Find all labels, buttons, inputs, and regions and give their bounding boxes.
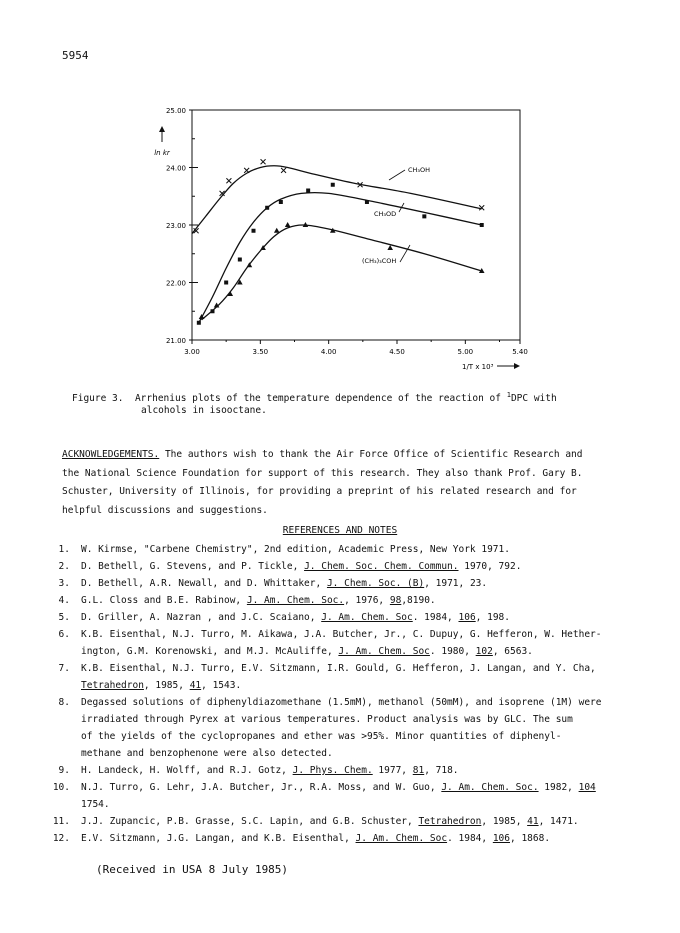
- reference-item: [40, 813, 601, 830]
- reference-journal: J. Am. Chem. Soc: [355, 833, 448, 844]
- reference-volume: 41: [527, 816, 539, 827]
- references-list: [40, 541, 601, 847]
- reference-item: [40, 609, 601, 626]
- reference-continuation: [40, 796, 601, 813]
- reference-note-line: of the yields of the cyclopropanes and ether was >95%. Minor quantities of diphenyl-: [81, 731, 562, 742]
- reference-authors: W. Kirmse, "Carbene Chemistry", 2nd edition, Academic Press, New York 1971.: [81, 544, 510, 555]
- series-curve-2: [202, 225, 482, 320]
- references-heading: REFERENCES AND NOTES: [282, 525, 398, 536]
- reference-year: 1977,: [372, 765, 413, 776]
- ack-heading: ACKNOWLEDGEMENTS.: [62, 449, 160, 460]
- reference-item: [40, 779, 601, 813]
- data-point-square: [331, 183, 335, 187]
- x-tick-label: 4.00: [320, 348, 337, 356]
- ack-line: Schuster, University of Illinois, for providing a preprint of his related research and for: [62, 486, 577, 498]
- data-point-square: [252, 229, 256, 233]
- data-point-cross: [261, 159, 266, 164]
- plot-frame: [192, 110, 520, 340]
- reference-journal: J. Chem. Soc. (B): [326, 578, 425, 589]
- reference-authors: J.J. Zupancic, P.B. Grasse, S.C. Lapin, and G.B. Schuster,: [81, 816, 419, 827]
- reference-authors: D. Bethell, A.R. Newall, and D. Whittaker,: [81, 578, 327, 589]
- reference-journal: Tetrahedron: [81, 680, 144, 691]
- reference-number: 5.: [58, 612, 70, 623]
- reference-volume: 41: [189, 680, 202, 691]
- ack-line: the National Science Foundation for support of this research. They also thank Prof. Gary B.: [62, 467, 583, 479]
- reference-authors: G.L. Closs and B.E. Rabinow,: [81, 595, 247, 606]
- acknowledgements: [62, 446, 622, 520]
- reference-journal: J. Phys. Chem.: [292, 765, 373, 776]
- data-point-square: [480, 223, 484, 227]
- reference-item: [40, 626, 601, 660]
- reference-authors: Degassed solutions of diphenyldiazomethane (1.5mM), methanol (50mM), and isoprene (1M) were: [81, 697, 602, 708]
- reference-pages: , 198.: [475, 612, 510, 623]
- reference-authors: K.B. Eisenthal, N.J. Turro, M. Aikawa, J.A. Butcher, Jr., C. Dupuy, G. Hefferon, W. Hether-: [81, 629, 602, 640]
- y-tick-label: 24.00: [165, 164, 186, 173]
- arrhenius-chart: [0, 0, 680, 385]
- reference-number: 2.: [58, 561, 70, 572]
- caption-sup: 1: [506, 391, 511, 399]
- reference-year: . 1984,: [447, 833, 493, 844]
- reference-note-line: methane and benzophenone were also detected.: [81, 748, 333, 759]
- received-date: (Received in USA 8 July 1985): [96, 863, 289, 876]
- xlabel-arrowhead: [514, 363, 520, 369]
- data-point-square: [279, 200, 283, 204]
- reference-pages: , 718.: [424, 765, 459, 776]
- data-point-square: [365, 200, 369, 204]
- data-point-cross: [479, 205, 484, 210]
- series-label: (CH₃)₃COH: [362, 257, 397, 265]
- reference-authors-cont: ington, G.M. Korenowski, and M.J. McAuliffe,: [81, 646, 339, 657]
- series-curve-0: [192, 166, 482, 234]
- reference-year: , 1971, 23.: [424, 578, 488, 589]
- caption-label: Figure 3.: [72, 393, 124, 405]
- data-point-square: [197, 321, 201, 325]
- reference-volume: 106: [492, 833, 510, 844]
- y-tick-label: 21.00: [165, 337, 186, 345]
- series-label: CH₃OD: [374, 210, 397, 218]
- page-number: 5954: [62, 49, 89, 62]
- x-tick-label: 3.00: [184, 348, 200, 356]
- data-point-square: [306, 189, 310, 193]
- reference-year: 1970, 792.: [458, 561, 522, 572]
- reference-authors: H. Landeck, H. Wolff, and R.J. Gotz,: [81, 765, 293, 776]
- reference-volume: 102: [475, 646, 493, 657]
- reference-item: [40, 694, 601, 762]
- reference-authors: E.V. Sitzmann, J.G. Langan, and K.B. Eisenthal,: [81, 833, 356, 844]
- reference-authors: D. Griller, A. Nazran , and J.C. Scaiano,: [81, 612, 322, 623]
- reference-journal: J. Am. Chem. Soc.: [246, 595, 345, 606]
- reference-volume: 106: [458, 612, 476, 623]
- reference-number: 12.: [52, 833, 70, 844]
- x-tick-label: 5.40: [512, 348, 528, 356]
- reference-authors: N.J. Turro, G. Lehr, J.A. Butcher, Jr., R.A. Moss, and W. Guo,: [81, 782, 442, 793]
- reference-year: . 1980,: [429, 646, 476, 657]
- reference-number: 1.: [58, 544, 70, 555]
- reference-number: 4.: [58, 595, 70, 606]
- y-tick-label: 22.00: [165, 279, 186, 288]
- reference-number: 11.: [52, 816, 70, 827]
- series-label-leader: [389, 170, 405, 180]
- reference-item: [40, 762, 601, 779]
- data-point-triangle: [285, 222, 291, 227]
- series-label: CH₃OH: [408, 166, 431, 174]
- x-tick-label: 4.50: [389, 348, 405, 356]
- caption-line2: alcohols in isooctane.: [141, 405, 267, 417]
- reference-pages: , 6563.: [492, 646, 533, 657]
- y-tick-label: 25.00: [165, 107, 186, 115]
- reference-volume: 104: [578, 782, 596, 793]
- caption-line1-end: DPC with: [510, 393, 557, 405]
- reference-journal: Tetrahedron: [418, 816, 482, 827]
- y-axis-label: ln kr: [154, 149, 170, 157]
- reference-pages: , 1543.: [201, 680, 242, 691]
- reference-note-line: irradiated through Pyrex at various temperatures. Product analysis was by GLC. The sum: [81, 714, 573, 725]
- reference-pages: ,8190.: [401, 595, 436, 606]
- reference-continuation: [40, 643, 601, 660]
- data-point-triangle: [274, 228, 280, 233]
- ack-line: The authors wish to thank the Air Force Office of Scientific Research and: [159, 449, 583, 460]
- y-tick-label: 23.00: [165, 222, 186, 230]
- reference-item: [40, 592, 601, 609]
- data-point-square: [265, 206, 269, 210]
- reference-item: [40, 660, 601, 694]
- data-point-square: [422, 214, 426, 218]
- reference-volume: 98: [389, 595, 402, 606]
- reference-item: [40, 575, 601, 592]
- reference-item: [40, 541, 601, 558]
- reference-pages: , 1868.: [510, 833, 551, 844]
- reference-journal: J. Am. Chem. Soc.: [441, 782, 539, 793]
- reference-number: 6.: [58, 629, 70, 640]
- reference-authors: K.B. Eisenthal, N.J. Turro, E.V. Sitzmann, I.R. Gould, G. Hefferon, J. Langan, and Y. Cha,: [81, 663, 596, 674]
- reference-journal: J. Am. Chem. Soc: [321, 612, 413, 623]
- reference-number: 9.: [58, 765, 70, 776]
- reference-journal: J. Chem. Soc. Chem. Commun.: [304, 561, 459, 572]
- reference-year: , 1985,: [481, 816, 528, 827]
- caption-line1: Arrhenius plots of the temperature dependence of the reaction of: [134, 393, 507, 405]
- figure-caption: [72, 389, 557, 417]
- ylabel-arrowhead: [159, 126, 165, 132]
- reference-item: [40, 558, 601, 575]
- reference-volume: 81: [412, 765, 425, 776]
- reference-item: [40, 830, 601, 847]
- reference-journal: J. Am. Chem. Soc: [338, 646, 430, 657]
- x-axis-label: 1/T x 10³: [462, 363, 494, 371]
- data-point-cross: [244, 168, 249, 173]
- reference-authors: D. Bethell, G. Stevens, and P. Tickle,: [81, 561, 305, 572]
- data-point-square: [238, 258, 242, 262]
- reference-continuation: [40, 677, 601, 694]
- reference-number: 10.: [52, 782, 70, 793]
- data-point-square: [224, 281, 228, 285]
- reference-year: 1982,: [538, 782, 579, 793]
- reference-year: . 1984,: [412, 612, 459, 623]
- reference-year: , 1985,: [143, 680, 190, 691]
- reference-number: 3.: [58, 578, 70, 589]
- reference-year: , 1976,: [344, 595, 390, 606]
- x-tick-label: 5.00: [457, 348, 474, 356]
- data-point-cross: [281, 168, 286, 173]
- reference-number: 8.: [58, 697, 70, 708]
- reference-number: 7.: [58, 663, 70, 674]
- reference-pages: 1754.: [81, 799, 110, 810]
- reference-pages: , 1471.: [538, 816, 579, 827]
- x-tick-label: 3.50: [252, 348, 269, 356]
- data-point-cross: [226, 178, 231, 183]
- data-point-triangle: [247, 262, 253, 267]
- ack-line: helpful discussions and suggestions.: [62, 504, 268, 516]
